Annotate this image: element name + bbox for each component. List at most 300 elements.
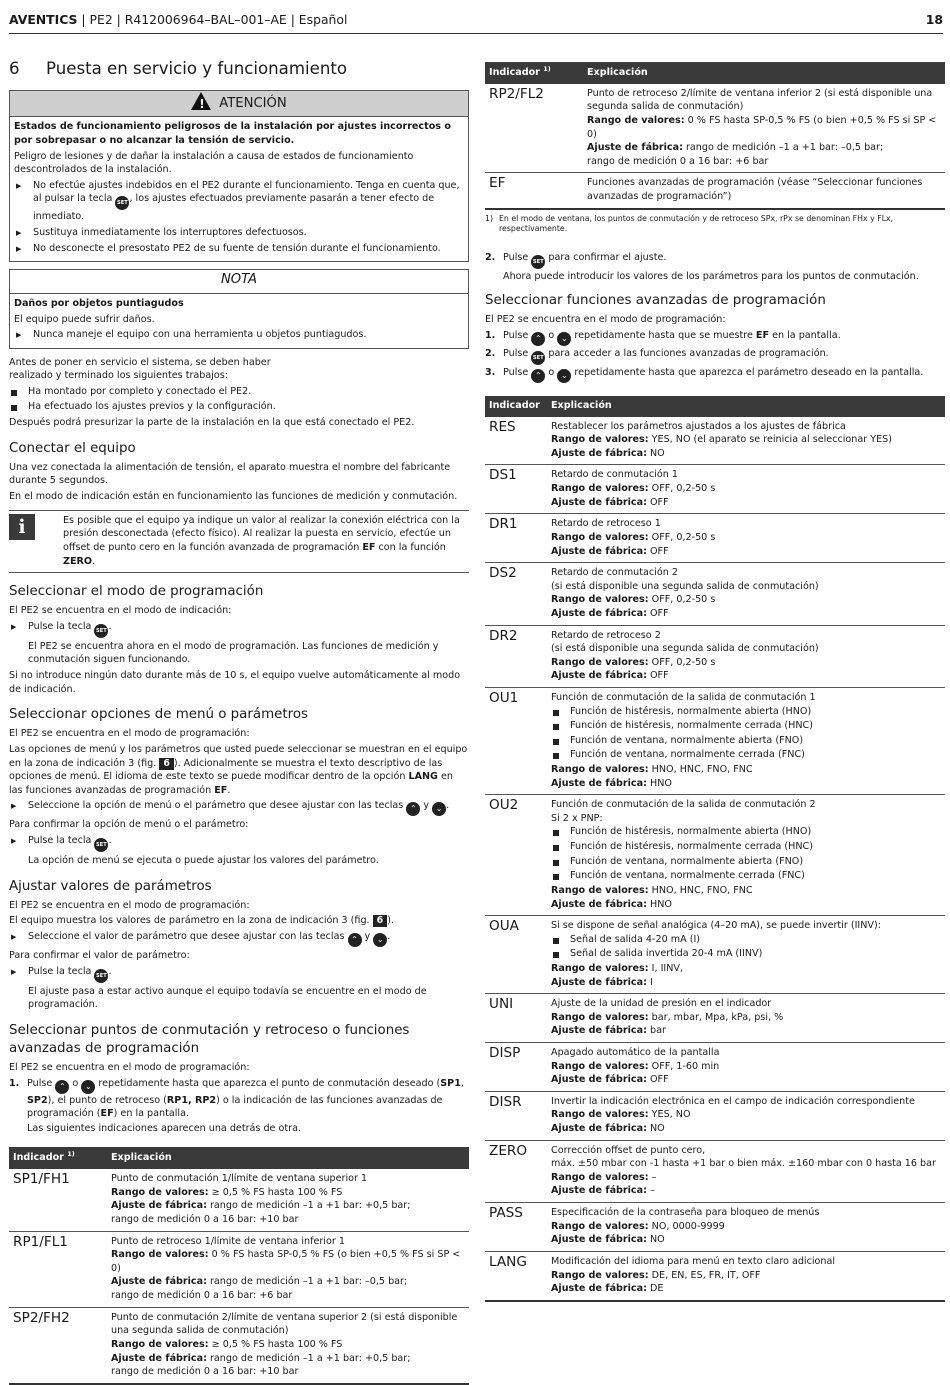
- value-line: [551, 1220, 941, 1234]
- warning-icon: !: [191, 92, 211, 110]
- value-line: [551, 898, 941, 912]
- indicator-code: DS1: [485, 465, 547, 514]
- value-label: Rango de valores:: [551, 962, 649, 974]
- text: Pulse: [503, 348, 532, 360]
- value-label: Ajuste de fábrica:: [111, 1352, 207, 1364]
- value-line: [551, 656, 941, 670]
- value-text: OFF: [646, 496, 669, 508]
- indicator-code: ZERO: [485, 1140, 547, 1202]
- down-key-icon: ⌄: [557, 332, 571, 346]
- paragraph: El PE2 se encuentra en el modo de programación:: [9, 728, 250, 740]
- text: Pulse: [27, 1077, 56, 1089]
- paragraph: Si no introduce ningún dato durante más de 10 s, el equipo vuelve automáticamente al modo de indicación.: [9, 670, 461, 695]
- value-label: Ajuste de fábrica:: [551, 545, 647, 557]
- text: Pulse la tecla: [28, 965, 95, 977]
- value-line: [551, 1073, 941, 1087]
- value-text: bar, mbar, Mpa, kPa, psi, %: [648, 1011, 784, 1023]
- paragraph: Una vez conectada la alimentación de tensión, el aparato muestra el nombre del fabricante durante 5 segundos.: [9, 461, 451, 487]
- indicator-table-1: [9, 1147, 469, 1384]
- text: ).: [387, 915, 394, 927]
- page-header: [9, 8, 943, 34]
- value-text: –: [648, 1171, 657, 1183]
- value-text: OFF: [646, 607, 669, 619]
- value-label: Rango de valores:: [111, 1249, 209, 1261]
- numbered-steps: [485, 251, 945, 269]
- value-line: [587, 141, 941, 155]
- text: y: [420, 800, 433, 812]
- text: ) o la indicación de las funciones avanzadas de programación (: [27, 1094, 443, 1120]
- footnote-mark: 1): [543, 65, 551, 73]
- down-key-icon: ⌄: [432, 802, 446, 816]
- intro-text: realizado y terminado los siguientes trabajos:: [9, 370, 229, 382]
- up-key-icon: ⌃: [55, 1080, 69, 1094]
- value-text: HNO, HNC, FNO, FNC: [648, 884, 753, 896]
- paragraph: El PE2 se encuentra en el modo de indicación:: [9, 605, 232, 617]
- indicator-code: DISP: [485, 1043, 547, 1092]
- step-number: 1.: [9, 1077, 20, 1089]
- value-line: [111, 1352, 465, 1366]
- description: Si 2 x PNP:: [551, 812, 603, 824]
- step-list: [9, 834, 469, 852]
- value-label: Rango de valores:: [551, 531, 649, 543]
- paragraph: El PE2 se encuentra en el modo de programación:: [9, 899, 250, 911]
- list-item: Ha montado por completo y conectado el PE2.: [9, 385, 469, 399]
- info-icon: i: [9, 514, 35, 540]
- indicator-code: OU2: [485, 795, 547, 916]
- step-number: 2.: [485, 251, 496, 263]
- description: Función de conmutación de la salida de conmutación 1: [551, 691, 816, 703]
- value-text: OFF, 0,2-50 s: [648, 531, 716, 543]
- text: EF: [214, 784, 228, 796]
- text: Seleccione el valor de parámetro que desee ajustar con las teclas: [28, 930, 348, 942]
- text: ZERO: [63, 555, 93, 567]
- paragraph: El ajuste pasa a estar activo aunque el equipo todavía se encuentre en el modo de programación.: [28, 985, 427, 1011]
- value-text: OFF, 1-60 min: [648, 1060, 720, 1072]
- value-label: Ajuste de fábrica:: [551, 1185, 647, 1197]
- value-label: Ajuste de fábrica:: [587, 142, 683, 154]
- value-label: Ajuste de fábrica:: [551, 1025, 647, 1037]
- value-text: I: [646, 976, 653, 988]
- paragraph: El PE2 se encuentra en el modo de programación:: [485, 314, 726, 326]
- value-text: DE, EN, ES, FR, IT, OFF: [648, 1269, 761, 1281]
- table-row: [485, 687, 945, 794]
- table-row: [485, 563, 945, 625]
- value-line: [111, 1275, 465, 1289]
- text: , los ajustes efectuados previamente pasarán a tener efecto de inmediato.: [33, 193, 435, 223]
- intro-text: Antes de poner en servicio el sistema, se deben haber: [9, 356, 271, 368]
- up-key-icon: ⌃: [531, 369, 545, 383]
- step-number: 1.: [485, 330, 496, 342]
- right-column: [485, 62, 945, 1302]
- value-line: [587, 114, 941, 141]
- paragraph: El PE2 se encuentra ahora en el modo de programación. Las funciones de medición y conmutación siguen funcionando.: [28, 640, 439, 666]
- value-text: rango de medición –1 a +1 bar: +0,5 bar;: [206, 1200, 411, 1212]
- value-line: [551, 884, 941, 898]
- value-label: Ajuste de fábrica:: [551, 777, 647, 789]
- option-list: [551, 933, 941, 961]
- value-text: OFF, 0,2-50 s: [648, 594, 716, 606]
- value-label: Rango de valores:: [551, 884, 649, 896]
- value-line: [111, 1186, 465, 1200]
- table-row: [9, 1307, 469, 1384]
- value-label: Ajuste de fábrica:: [111, 1200, 207, 1212]
- attention-label: ATENCIÓN: [219, 95, 287, 111]
- text: ,: [460, 1077, 464, 1089]
- value-label: Ajuste de fábrica:: [551, 670, 647, 682]
- indicator-code: OU1: [485, 687, 547, 794]
- list-item: Señal de salida 4-20 mA (I): [551, 933, 941, 947]
- table-row: [485, 173, 945, 209]
- text: repetidamente hasta que aparezca el parámetro deseado en la pantalla.: [571, 367, 924, 379]
- value-label: Rango de valores:: [551, 434, 649, 446]
- step-number: 3.: [485, 367, 496, 379]
- value-label: Ajuste de fábrica:: [551, 1234, 647, 1246]
- up-key-icon: ⌃: [348, 933, 362, 947]
- table-header: [485, 62, 583, 84]
- list-item: [9, 799, 469, 816]
- table-row: [9, 1231, 469, 1307]
- value-label: Rango de valores:: [587, 115, 685, 127]
- text: El equipo muestra los valores de parámetro en la zona de indicación 3 (fig.: [9, 915, 373, 927]
- value-line: [111, 1338, 465, 1352]
- down-key-icon: ⌄: [81, 1080, 95, 1094]
- section-heading: Seleccionar opciones de menú o parámetros: [9, 707, 309, 723]
- value-label: Rango de valores:: [551, 764, 649, 776]
- numbered-steps: [9, 1077, 469, 1121]
- list-item: Función de ventana, normalmente abierta (FNO): [551, 734, 941, 748]
- attention-text: Peligro de lesiones y de dañar la instalación a causa de estados de funcionamiento descontrolados de la instalación.: [14, 150, 414, 176]
- indicator-explanation: [547, 625, 945, 687]
- table-row: [485, 1043, 945, 1092]
- text: .: [108, 835, 112, 847]
- list-item: Función de histéresis, normalmente abierta (HNO): [551, 705, 941, 719]
- nota-title: NOTA: [10, 270, 468, 294]
- value-label: Ajuste de fábrica:: [551, 1283, 647, 1295]
- list-item: ▶ Nunca maneje el equipo con una herramienta u objetos puntiagudos.: [14, 328, 464, 342]
- set-key-icon: SET: [94, 969, 108, 983]
- indicator-code: UNI: [485, 994, 547, 1043]
- chapter-heading: Puesta en servicio y funcionamiento: [46, 59, 348, 78]
- value-label: Rango de valores:: [551, 594, 649, 606]
- value-text: rango de medición –1 a +1 bar: –0,5 bar;: [682, 142, 884, 154]
- value-line: [551, 1233, 941, 1247]
- table-row: [485, 84, 945, 173]
- list-item: Función de ventana, normalmente cerrada (FNC): [551, 748, 941, 762]
- value-text: YES, NO: [648, 1109, 691, 1121]
- down-key-icon: ⌄: [557, 369, 571, 383]
- indicator-explanation: [547, 1203, 945, 1252]
- set-key-icon: SET: [115, 196, 129, 210]
- value-text: rango de medición –1 a +1 bar: +0,5 bar;: [206, 1352, 411, 1364]
- indicator-explanation: [547, 563, 945, 625]
- info-box: [9, 510, 469, 573]
- description: Punto de conmutación 1/límite de ventana superior 1: [111, 1173, 368, 1185]
- indicator-explanation: [547, 1043, 945, 1092]
- description: rango de medición 0 a 16 bar: +6 bar: [111, 1290, 293, 1302]
- indicator-code: EF: [485, 173, 583, 209]
- step-list: [9, 930, 469, 947]
- value-label: Rango de valores:: [551, 1171, 649, 1183]
- step-list: [9, 965, 469, 983]
- text: en la pantalla.: [769, 330, 841, 342]
- value-text: OFF: [646, 545, 669, 557]
- table-row: [485, 465, 945, 514]
- text: Indicador: [13, 1152, 64, 1164]
- indicator-explanation: [107, 1307, 469, 1384]
- indicator-explanation: [583, 173, 945, 209]
- indicator-explanation: [547, 417, 945, 465]
- description: rango de medición 0 a 16 bar: +6 bar: [587, 155, 769, 167]
- value-label: Rango de valores:: [111, 1186, 209, 1198]
- description: máx. ±50 mbar con -1 hasta +1 bar o bien máx. ±160 mbar con 0 hasta 16 bar: [551, 1158, 936, 1170]
- description: (si está disponible una segunda salida de conmutación): [551, 580, 819, 592]
- table-row: [9, 1169, 469, 1231]
- indicator-code: DR2: [485, 625, 547, 687]
- paragraph: Ahora puede introducir los valores de los parámetros para los puntos de conmutación.: [503, 270, 919, 282]
- indicator-code: DISR: [485, 1091, 547, 1140]
- value-line: [551, 962, 941, 976]
- value-label: Ajuste de fábrica:: [551, 496, 647, 508]
- value-label: Ajuste de fábrica:: [551, 976, 647, 988]
- description: Punto de retroceso 1/límite de ventana inferior 1: [111, 1235, 345, 1247]
- value-line: [551, 1122, 941, 1136]
- text: RP1, RP2: [166, 1094, 217, 1106]
- indicator-code: SP1/FH1: [13, 1171, 70, 1188]
- value-line: [551, 1171, 941, 1185]
- description: Punto de conmutación 2/límite de ventana superior 2 (si está disponible una segunda salida de conmutación): [111, 1311, 458, 1337]
- nota-box: [9, 269, 469, 349]
- description: Ajuste de la unidad de presión en el indicador: [551, 998, 772, 1010]
- text: para confirmar el ajuste.: [545, 251, 667, 263]
- set-key-icon: SET: [94, 838, 108, 852]
- text: .: [227, 784, 231, 796]
- table-footnote: [485, 214, 945, 235]
- description: Función de conmutación de la salida de conmutación 2: [551, 799, 816, 811]
- description: Apagado automático de la pantalla: [551, 1047, 720, 1058]
- text: Seleccione la opción de menú o el parámetro que desee ajustar con las teclas: [28, 800, 407, 812]
- left-column: [9, 57, 469, 1385]
- table-row: [485, 916, 945, 994]
- info-text: [63, 514, 469, 568]
- list-item: Señal de salida invertida 20-4 mA (IINV): [551, 947, 941, 961]
- figure-ref: 6: [373, 915, 388, 927]
- text: EF: [755, 330, 770, 342]
- value-label: Rango de valores:: [551, 1109, 649, 1121]
- text: EF: [100, 1108, 114, 1120]
- value-line: [551, 545, 941, 559]
- intro-text: Después podrá presurizar la parte de la instalación en la que está conectado el PE2.: [9, 417, 415, 429]
- text: SP2: [27, 1094, 48, 1106]
- indicator-code: PASS: [485, 1203, 547, 1252]
- list-item: [9, 930, 469, 947]
- text: Es posible que el equipo ya indique un valor al realizar la conexión eléctrica con la presión desconectada (efecto físico). Al realizar la puesta en servicio, efectúe un offset de punto cero en la función avanzada de programación: [63, 514, 460, 553]
- description: (si está disponible una segunda salida de conmutación): [551, 643, 819, 655]
- value-text: HNO: [646, 898, 672, 910]
- text: ) en la pantalla.: [113, 1108, 189, 1120]
- step-list: [9, 799, 469, 816]
- text: .: [108, 965, 112, 977]
- section-heading: Seleccionar funciones avanzadas de programación: [485, 293, 826, 309]
- table-header: [9, 1147, 107, 1169]
- value-text: NO: [646, 447, 665, 459]
- value-line: [551, 607, 941, 621]
- text: LANG: [408, 771, 438, 783]
- paragraph: Las siguientes indicaciones aparecen una detrás de otra.: [27, 1122, 302, 1134]
- description: Funciones avanzadas de programación (véase “Seleccionar funciones avanzadas de programación”): [587, 177, 923, 203]
- list-item: [485, 329, 945, 346]
- text: EF: [362, 541, 376, 553]
- value-label: Rango de valores:: [551, 483, 649, 495]
- table-row: [485, 514, 945, 563]
- indicator-explanation: [547, 687, 945, 794]
- intro-list: [9, 385, 469, 413]
- value-text: OFF: [646, 1074, 669, 1086]
- table-header: Explicación: [583, 62, 945, 84]
- text: Pulse: [503, 330, 532, 342]
- attention-box: [9, 90, 469, 263]
- value-label: Ajuste de fábrica:: [551, 447, 647, 459]
- attention-list: [14, 179, 464, 255]
- value-line: [551, 531, 941, 545]
- indicator-code: RES: [489, 418, 516, 435]
- set-key-icon: SET: [531, 351, 545, 365]
- indicator-code: LANG: [485, 1251, 547, 1300]
- value-label: Rango de valores:: [111, 1338, 209, 1350]
- value-line: [551, 1024, 941, 1038]
- list-item: Función de histéresis, normalmente cerrada (HNC): [551, 719, 941, 733]
- list-item: [9, 1077, 469, 1121]
- description: Retardo de conmutación 1: [551, 469, 678, 481]
- value-label: Rango de valores:: [551, 1060, 649, 1072]
- nota-text: El equipo puede sufrir daños.: [14, 313, 155, 325]
- footnote-number: 1): [485, 213, 494, 223]
- footnote-text: En el modo de ventana, los puntos de conmutación y de retroceso SPx, rPx se denominan FHx y FLx, respectivamente.: [499, 213, 894, 234]
- step-list: [9, 620, 469, 638]
- value-line: [551, 496, 941, 510]
- attention-lead: Estados de funcionamiento peligrosos de la instalación por ajustes incorrectos o por sobrepasar o no alcanzar la tensión de servicio.: [14, 121, 451, 146]
- list-item: [485, 251, 945, 269]
- paragraph: Para confirmar la opción de menú o el parámetro:: [9, 819, 249, 831]
- value-line: [551, 1060, 941, 1074]
- value-text: bar: [646, 1025, 666, 1037]
- doc-ref: | PE2 | R412006964–BAL–001–AE | Español: [77, 12, 348, 27]
- text: o: [69, 1077, 82, 1089]
- chapter-number: 6: [9, 59, 20, 78]
- table-row: [485, 625, 945, 687]
- list-item: ▶ No desconecte el presostato PE2 de su fuente de tensión durante el funcionamiento.: [14, 242, 464, 256]
- text: .: [387, 930, 391, 942]
- paragraph: [9, 914, 469, 928]
- description: Restablecer los parámetros ajustados a los ajustes de fábrica: [551, 420, 846, 432]
- text: y: [361, 930, 374, 942]
- value-line: [551, 1011, 941, 1025]
- option-list: [551, 825, 941, 882]
- value-label: Ajuste de fábrica:: [551, 898, 647, 910]
- indicator-explanation: [547, 916, 945, 994]
- table-row: [485, 994, 945, 1043]
- list-item: [9, 834, 469, 852]
- description: Modificación del idioma para menú en texto claro adicional: [551, 1255, 836, 1267]
- text: para acceder a las funciones avanzadas de programación.: [545, 348, 829, 360]
- indicator-explanation: [547, 514, 945, 563]
- value-line: [551, 447, 941, 461]
- description: Retardo de retroceso 2: [551, 629, 661, 641]
- table-header: Explicación: [107, 1147, 469, 1169]
- indicator-explanation: [547, 1091, 945, 1140]
- value-label: Rango de valores:: [551, 656, 649, 668]
- value-line: [551, 976, 941, 990]
- indicator-explanation: [107, 1169, 469, 1231]
- list-item: [9, 620, 469, 638]
- step-number: 2.: [485, 348, 496, 360]
- header-title: [9, 11, 347, 29]
- description: Punto de retroceso 2/límite de ventana inferior 2 (si está disponible una segunda salida de conmutación): [587, 87, 933, 113]
- value-line: [111, 1248, 465, 1275]
- indicator-code: SP2/FH2: [9, 1307, 107, 1384]
- text: ), el punto de retroceso (: [47, 1094, 167, 1106]
- value-label: Rango de valores:: [551, 1269, 649, 1281]
- set-key-icon: SET: [94, 624, 108, 638]
- list-item: Ha efectuado los ajustes previos y la configuración.: [9, 400, 469, 414]
- table-row: [485, 795, 945, 916]
- indicator-explanation: [547, 1251, 945, 1300]
- description: rango de medición 0 a 16 bar: +10 bar: [111, 1214, 299, 1226]
- section-heading: Ajustar valores de parámetros: [9, 878, 212, 894]
- text: o: [545, 367, 558, 379]
- text: Pulse la tecla: [28, 835, 95, 847]
- indicator-code: OUA: [485, 916, 547, 994]
- description: Especificación de la contraseña para bloqueo de menús: [551, 1207, 820, 1219]
- attention-title: [10, 91, 468, 118]
- list-item: [9, 965, 469, 983]
- value-line: [551, 763, 941, 777]
- set-key-icon: SET: [531, 255, 545, 269]
- value-label: Rango de valores:: [551, 1011, 649, 1023]
- indicator-code: DR1: [485, 514, 547, 563]
- text: Las opciones de menú y los parámetros que usted puede seleccionar se muestran en el equipo en la zona de indicación 3 (fig.: [9, 743, 468, 769]
- indicator-explanation: [583, 84, 945, 173]
- indicator-code: RP2/FL2: [489, 85, 544, 102]
- value-line: [111, 1199, 465, 1213]
- value-line: [551, 433, 941, 447]
- value-line: [551, 482, 941, 496]
- chapter-title: [9, 57, 469, 81]
- value-line: [551, 1282, 941, 1296]
- indicator-code: DS2: [485, 563, 547, 625]
- indicator-explanation: [547, 795, 945, 916]
- list-item: ▶ Sustituya inmediatamente los interruptores defectuosos.: [14, 226, 464, 240]
- value-line: [551, 777, 941, 791]
- text: en las funciones avanzadas de programación: [9, 771, 453, 796]
- description: Si se dispone de señal analógica (4–20 mA), se puede invertir (IINV):: [551, 920, 881, 932]
- value-label: Rango de valores:: [551, 1220, 649, 1232]
- text: Pulse: [503, 367, 532, 379]
- value-text: I, IINV,: [648, 962, 684, 974]
- description: rango de medición 0 a 16 bar: +10 bar: [111, 1366, 299, 1378]
- value-text: –: [646, 1185, 655, 1197]
- value-text: NO, 0000-9999: [648, 1220, 725, 1232]
- value-text: NO: [646, 1123, 665, 1135]
- option-list: [551, 705, 941, 762]
- value-line: [551, 593, 941, 607]
- table-row: [485, 1251, 945, 1300]
- list-item: Función de histéresis, normalmente cerrada (HNC): [551, 840, 941, 854]
- section-heading: Seleccionar puntos de conmutación y retroceso o funciones avanzadas de programación: [9, 1022, 410, 1056]
- list-item: Función de ventana, normalmente abierta (FNO): [551, 855, 941, 869]
- value-label: Ajuste de fábrica:: [551, 1074, 647, 1086]
- value-text: HNO, HNC, FNO, FNC: [648, 764, 753, 776]
- page-number: 18: [925, 12, 943, 27]
